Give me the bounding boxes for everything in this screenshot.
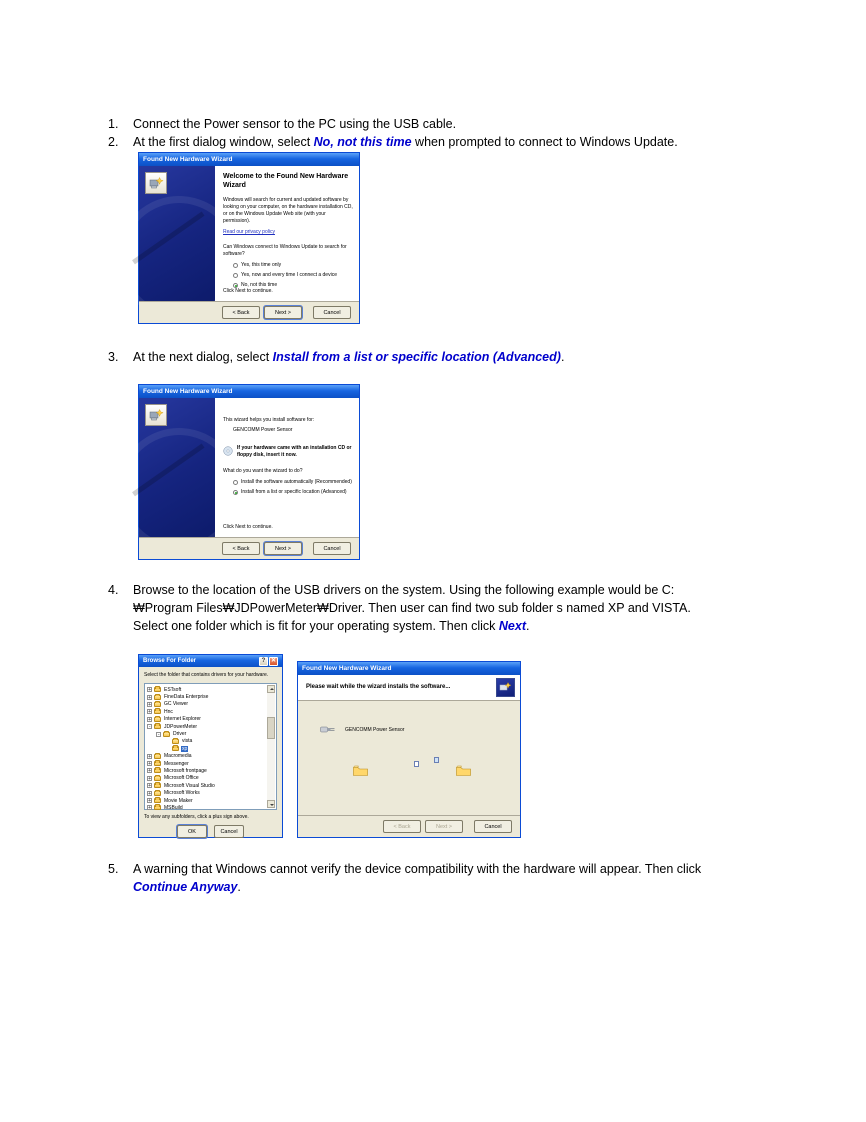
tree-item-label: ESTsoft [164,686,182,693]
folder-icon [154,768,161,773]
emphasis-text: No, not this time [313,135,412,149]
cd-note-text: If your hardware came with an installation CD or floppy disk, insert it now. [237,445,352,458]
tree-scrollbar[interactable] [267,685,275,808]
radio-option[interactable] [233,489,353,496]
privacy-policy-link[interactable]: Read our privacy policy [223,229,275,235]
tree-item-label: Hnc [164,708,173,715]
dialog-titlebar[interactable] [139,385,359,398]
wizard-body [139,398,359,537]
wizard-heading: Please wait while the wizard installs the software... [306,684,451,690]
step-number: 1. [108,117,119,131]
cd-icon [223,446,233,459]
tree-item[interactable] [147,767,266,774]
folder-tree [144,683,277,810]
tree-expander-icon[interactable]: + [148,694,152,701]
wizard-content [215,166,359,301]
tree-item[interactable] [147,753,266,760]
dialog-button[interactable]: < Back [222,542,260,555]
dialog-button-row [298,815,520,837]
folder-icon [154,695,161,700]
step-number: 4. [108,583,119,597]
radio-group [223,479,353,496]
dialog-button[interactable]: < Back [383,820,421,833]
dialog-button[interactable]: Cancel [313,542,351,555]
tree-item[interactable] [147,789,266,796]
folder-tree-list [147,686,266,812]
radio-label: Yes, now and every time I connect a device [241,272,337,278]
folder-icon [154,776,161,781]
step-1 [108,115,750,133]
found-new-hardware-wizard-installing-dialog [297,661,521,838]
tree-item[interactable] [165,738,266,745]
tree-expander-icon[interactable]: - [148,724,152,731]
step-text: Connect the Power sensor to the PC using the USB cable. [133,117,457,131]
dialog-button[interactable]: Cancel [214,825,244,838]
dialog-button[interactable]: < Back [222,306,260,319]
dialog-titlebar[interactable] [139,655,282,667]
tree-item[interactable] [147,782,266,789]
tree-item[interactable] [147,797,266,804]
tree-item-label: Messenger [164,760,189,767]
tree-expander-icon[interactable]: - [157,731,161,738]
tree-item[interactable] [147,686,266,693]
radio-label: Install the software automatically (Recommended) [241,479,352,485]
tree-expander-icon[interactable]: + [148,761,152,768]
tree-expander-icon[interactable]: + [148,687,152,694]
tree-item-label: Driver [173,731,187,738]
device-icon [320,721,338,739]
dialog-titlebar[interactable] [139,153,359,166]
browse-body [139,667,282,837]
step-number: 5. [108,862,119,876]
step-number: 2. [108,135,119,149]
cd-note-row [223,445,353,459]
tree-item-label: Microsoft Visual Studio [164,782,215,789]
tree-item[interactable] [147,760,266,767]
step-4 [108,581,726,635]
tree-expander-icon[interactable]: + [148,701,152,708]
tree-item[interactable] [147,701,266,708]
device-name: GENCOMM Power Sensor [233,427,293,433]
tree-item[interactable] [147,804,266,811]
tree-expander-icon[interactable]: + [148,768,152,775]
wizard-heading: Welcome to the Found New Hardware Wizard [223,173,349,189]
folder-icon [154,709,161,714]
step-5 [108,860,726,896]
radio-option[interactable] [233,479,353,486]
radio-icon [233,273,238,278]
radio-icon [233,490,238,495]
help-button[interactable]: ? [259,657,268,666]
scroll-thumb[interactable] [267,717,275,739]
radio-option[interactable] [233,272,353,279]
step-text: Browse to the location of the USB drivers on the system. Using the following example would be C:₩Program Files₩JDPowerMeter₩Driver. Then user can find two sub folder s named XP and VISTA. Select one folder which is fit for your operating system. Then click Next. [133,583,691,633]
emphasis-text: Install from a list or specific location (Advanced) [272,350,561,364]
dialog-button-row [139,301,359,323]
wizard-body [298,701,520,814]
wizard-content [215,398,359,537]
folder-icon [154,717,161,722]
emphasis-text: Next [498,619,526,633]
step-text: At the next dialog, select Install from a list or specific location (Advanced). [133,350,565,364]
browse-for-folder-dialog [138,654,283,838]
emphasis-text: Continue Anyway [133,880,238,894]
file-icon [434,757,439,763]
dialog-button[interactable]: Next > [425,820,463,833]
folder-icon [154,798,161,803]
scroll-up-button[interactable] [267,685,275,693]
tree-expander-icon[interactable]: + [148,753,152,760]
step-2 [108,133,750,151]
tree-item-label: Movie Maker [164,797,193,804]
scroll-down-button[interactable] [267,800,275,808]
wizard-watermark-panel [139,398,215,537]
folder-icon [172,739,179,744]
wizard-watermark-panel [139,166,215,301]
found-new-hardware-wizard-options-dialog [138,384,360,560]
step-text: At the first dialog window, select No, not this time when prompted to connect to Windows Update. [133,135,678,149]
tree-expander-icon[interactable]: + [148,805,152,812]
radio-icon [233,263,238,268]
tree-item-label: Microsoft Office [164,775,199,782]
dialog-title: Browse For Folder [143,658,197,664]
folder-icon [154,791,161,796]
browse-hint: To view any subfolders, click a plus sign above. [144,814,249,820]
tree-item-label: Microsoft frontpage [164,767,207,774]
step-text: A warning that Windows cannot verify the device compatibility with the hardware will appear. Then click Continue Anyway. [133,862,702,894]
tree-item[interactable] [147,775,266,782]
folder-icon [154,724,161,729]
device-name: GENCOMM Power Sensor [345,727,405,733]
tree-item[interactable] [147,716,266,723]
device-row [320,721,404,739]
tree-item[interactable] [147,708,266,715]
dialog-title: Found New Hardware Wizard [302,665,392,672]
folder-icon [154,702,161,707]
wizard-question: What do you want the wizard to do? [223,468,303,474]
folder-icon [163,732,170,737]
dialog-button[interactable]: Cancel [313,306,351,319]
radio-label: Install from a list or specific location (Advanced) [241,489,347,495]
file-icon [414,761,419,767]
tree-item-label: GC Viewer [164,701,189,708]
folder-icon [154,805,161,810]
folder-icon [154,687,161,692]
tree-item-label: JDPowerMeter [164,723,198,730]
tree-item-label: FineData Enterprise [164,694,209,701]
tree-item[interactable] [147,723,266,730]
folder-icon [172,746,179,751]
wizard-intro: This wizard helps you install software for: [223,417,315,423]
tree-expander-icon[interactable]: + [148,775,152,782]
tree-item[interactable] [165,745,266,752]
wizard-header [298,675,520,701]
tree-item-label: vista [182,738,193,745]
radio-option[interactable] [233,262,353,269]
radio-icon [233,480,238,485]
wizard-footer-note: Click Next to continue. [223,524,273,530]
radio-group [223,262,353,289]
radio-label: Yes, this time only [241,262,282,268]
hardware-wizard-icon [145,404,167,426]
dialog-button[interactable]: Next > [264,542,302,555]
wizard-footer-note: Click Next to continue. [223,288,273,294]
tree-item[interactable] [156,730,266,737]
folder-icon [154,783,161,788]
tree-expander-icon[interactable]: + [148,783,152,790]
tree-item-label: xp [182,745,188,752]
tree-expander-icon[interactable]: + [148,790,152,797]
dialog-button-row [139,537,359,559]
folder-icon [353,763,368,781]
wizard-question: Can Windows connect to Windows Update to search for software? [223,244,347,257]
tree-expander-icon[interactable]: + [148,709,152,716]
dialog-title: Found New Hardware Wizard [143,388,233,395]
hardware-wizard-icon [145,172,167,194]
browse-instruction: Select the folder that contains drivers for your hardware. [144,672,269,678]
tree-item-label: Microsoft Works [164,790,200,797]
dialog-button[interactable]: OK [177,825,207,838]
titlebar-buttons [259,657,278,666]
wizard-body [139,166,359,301]
close-button[interactable]: ✕ [270,657,277,664]
folder-icon [154,754,161,759]
tree-expander-icon[interactable]: + [148,798,152,805]
dialog-button-row [144,825,277,838]
radio-label: No, not this time [241,282,278,288]
tree-item[interactable] [147,693,266,700]
tree-item-label: Macromedia [164,753,192,760]
tree-item-label: MSBuild [164,804,183,811]
wizard-body-text: Windows will search for current and updated software by looking on your computer, on the hardware installation CD, or on the Windows Update Web site (with your permission). [223,197,353,224]
dialog-button[interactable]: Cancel [474,820,512,833]
hardware-wizard-icon [496,678,515,697]
step-number: 3. [108,350,119,364]
step-3 [108,348,750,366]
tree-expander-icon[interactable]: + [148,716,152,723]
dialog-title: Found New Hardware Wizard [143,156,233,163]
dialog-titlebar[interactable] [298,662,520,675]
folder-icon [154,761,161,766]
dialog-button[interactable]: Next > [264,306,302,319]
tree-item-label: Internet Explorer [164,716,201,723]
found-new-hardware-wizard-welcome-dialog [138,152,360,324]
folder-icon [456,763,471,781]
